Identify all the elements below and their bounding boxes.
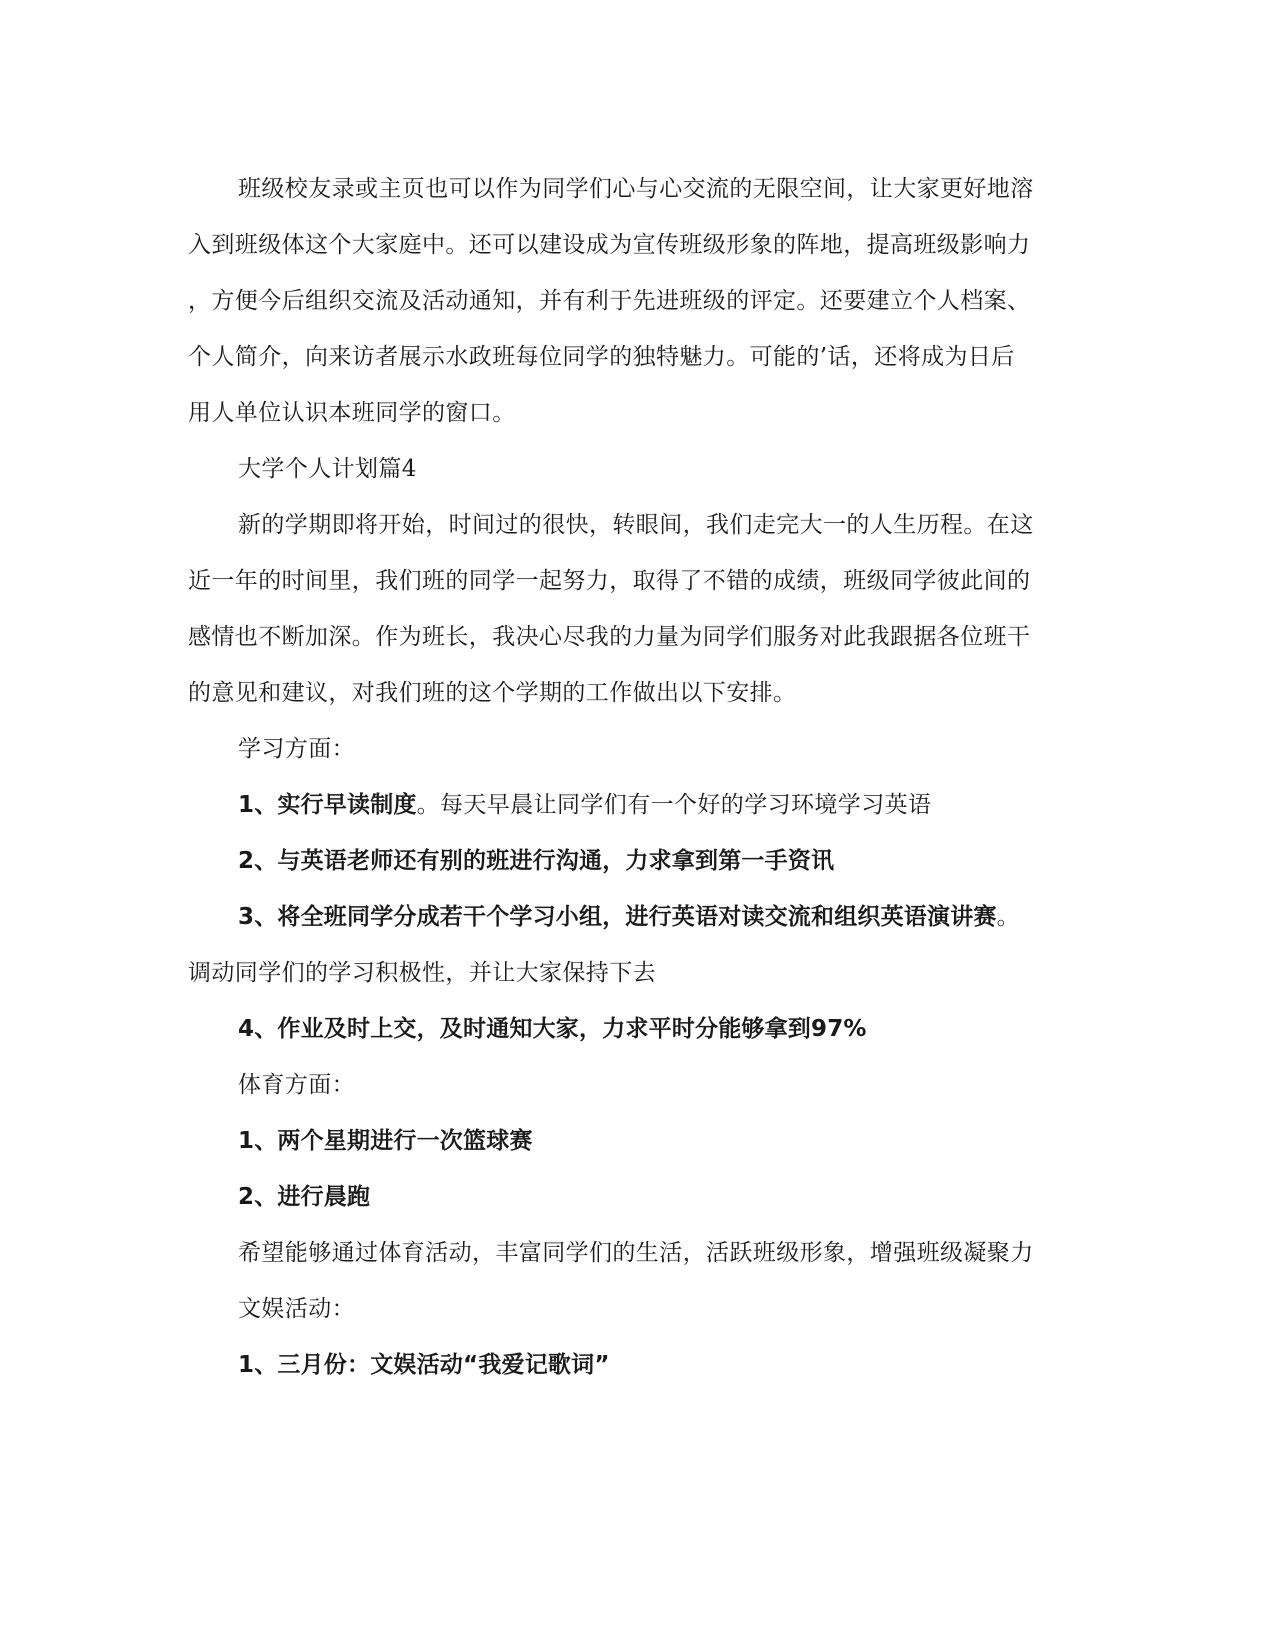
list-item-bold: 1、实行早读制度 <box>238 792 417 818</box>
paragraph-line: 入到班级体这个大家庭中。还可以建设成为宣传班级形象的阵地，提高班级影响力 <box>188 232 1031 258</box>
paragraph-line: 调动同学们的学习积极性，并让大家保持下去 <box>188 960 656 986</box>
list-item-text: 。每天早晨让同学们有一个好的学习环境学习英语 <box>416 792 932 818</box>
list-item: 2、与英语老师还有别的班进行沟通，力求拿到第一手资讯 <box>238 848 835 874</box>
paragraph-line: 个人简介，向来访者展示水政班每位同学的独特魅力。可能的’话，还将成为日后 <box>188 344 1015 370</box>
list-item <box>238 789 931 821</box>
subsection-heading: 体育方面： <box>238 1072 355 1098</box>
paragraph-line: 新的学期即将开始，时间过的很快，转眼间，我们走完大一的人生历程。在这 <box>238 512 1034 538</box>
list-item <box>238 901 1020 933</box>
list-item: 2、进行晨跑 <box>238 1184 371 1210</box>
list-item-text: 。 <box>996 904 1021 930</box>
paragraph-line: 希望能够通过体育活动，丰富同学们的生活，活跃班级形象，增强班级凝聚力 <box>238 1240 1034 1266</box>
paragraph-line: ，方便今后组织交流及活动通知，并有利于先进班级的评定。还要建立个人档案、 <box>188 288 1031 314</box>
section-heading: 大学个人计划篇4 <box>238 456 417 482</box>
list-item: 1、三月份：文娱活动“我爱记歌词” <box>238 1352 610 1378</box>
list-item: 4、作业及时上交，及时通知大家，力求平时分能够拿到97% <box>238 1016 867 1042</box>
subsection-heading: 学习方面： <box>238 736 355 762</box>
paragraph-line: 的意见和建议，对我们班的这个学期的工作做出以下安排。 <box>188 680 797 706</box>
paragraph-line: 感情也不断加深。作为班长，我决心尽我的力量为同学们服务对此我跟据各位班干 <box>188 624 1031 650</box>
paragraph-line: 班级校友录或主页也可以作为同学们心与心交流的无限空间，让大家更好地溶 <box>238 176 1034 202</box>
list-item-bold: 3、将全班同学分成若干个学习小组，进行英语对读交流和组织英语演讲赛 <box>238 904 997 930</box>
list-item: 1、两个星期进行一次篮球赛 <box>238 1128 533 1154</box>
paragraph-line: 用人单位认识本班同学的窗口。 <box>188 400 516 426</box>
paragraph-line: 近一年的时间里，我们班的同学一起努力，取得了不错的成绩，班级同学彼此间的 <box>188 568 1031 594</box>
subsection-heading: 文娱活动： <box>238 1296 355 1322</box>
